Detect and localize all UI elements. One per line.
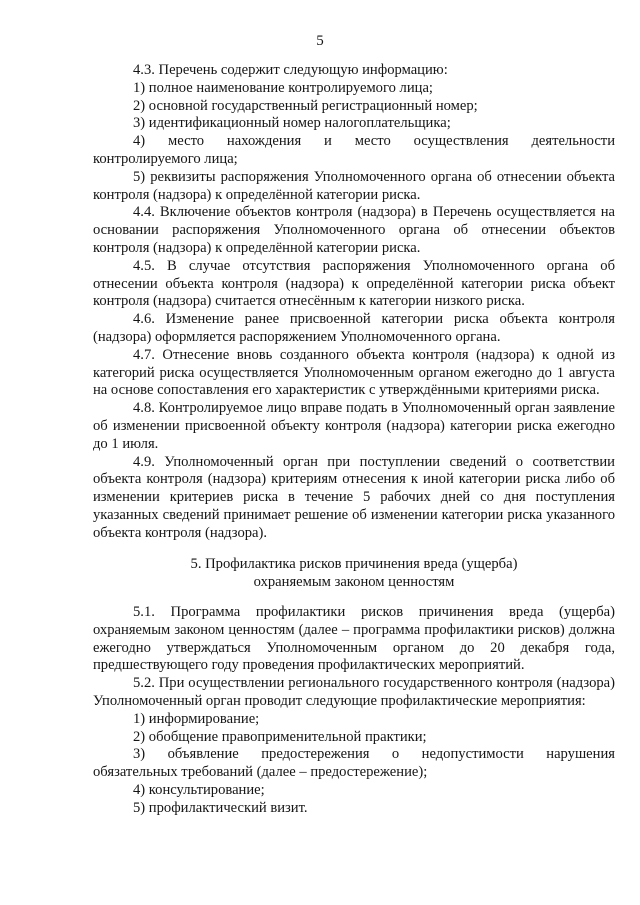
paragraph-5-1: 5.1. Программа профилактики рисков причинения вреда (ущерба) охраняемым законом ценностям (далее – программа профилактики рисков) должна ежегодно утверждаться Уполномоченным органом до 20 декабря года, предшествующего году проведения профилактических мероприятий. — [93, 604, 615, 674]
list-item: 3) идентификационный номер налогоплательщика; — [133, 115, 451, 132]
list-item-3 — [93, 746, 615, 782]
list-item: 2) основной государственный регистрационный номер; — [133, 97, 478, 114]
paragraph-4-6: 4.6. Изменение ранее присвоенной категории риска объекта контроля (надзора) оформляется распоряжением Уполномоченного органа. — [93, 311, 615, 345]
section-4-block — [93, 62, 615, 543]
section-5-heading — [93, 556, 615, 592]
list-item: 1) полное наименование контролируемого лица; — [133, 79, 433, 96]
page-number: 5 — [316, 33, 324, 49]
list-item-4-line1: 4) место нахождения и место осуществления деятельности — [133, 133, 615, 150]
list-item: 4) консультирование; — [133, 781, 265, 798]
list-item-5: 5) реквизиты распоряжения Уполномоченного органа об отнесении объекта контроля (надзора) к определённой категории риска. — [93, 168, 615, 203]
list-item-4-line2: контролируемого лица; — [93, 150, 238, 167]
section-5-heading-line1: 5. Профилактика рисков причинения вреда (ущерба) — [190, 556, 518, 572]
section-5-block — [93, 604, 615, 818]
list-item: 2) обобщение правоприменительной практики; — [133, 728, 427, 745]
list-item-3-line2: обязательных требований (далее – предостережение); — [93, 764, 428, 781]
paragraph-4-4: 4.4. Включение объектов контроля (надзора) в Перечень осуществляется на основании распоряжения Уполномоченного органа об отнесении объектов контроля (надзора) к определённой категории риска. — [93, 204, 615, 256]
paragraph-4-8: 4.8. Контролируемое лицо вправе подать в Уполномоченный орган заявление об изменении присвоенной объекту контроля (надзора) категории риска ежегодно до 1 июля. — [93, 400, 615, 452]
list-item-3-line1: 3) объявление предостережения о недопустимости нарушения — [133, 746, 615, 763]
list-item: 5) профилактический визит. — [133, 799, 308, 816]
paragraph-4-5: 4.5. В случае отсутствия распоряжения Уполномоченного органа об отнесении объекта контроля (надзора) к определённой категории риска объект контроля (надзора) считается отнесённым к категории низкого риска. — [93, 257, 615, 310]
paragraph-4-9: 4.9. Уполномоченный орган при поступлении сведений о соответствии объекта контроля (надзора) критериям отнесения к иной категории риска либо об изменении критериев риска в течение 5 рабочих дней со дня поступления указанных сведений принимает решение об изменении категории риска указанного объекта контроля (надзора). — [93, 453, 615, 541]
paragraph-5-2: 5.2. При осуществлении регионального государственного контроля (надзора) Уполномоченный орган проводит следующие профилактические мероприятия: — [93, 675, 615, 709]
section-5-heading-line2: охраняемым законом ценностям — [253, 573, 455, 590]
paragraph-4-7: 4.7. Отнесение вновь созданного объекта контроля (надзора) к одной из категорий риска осуществляется Уполномоченным органом ежегодно до 1 августа на основе сопоставления его характеристик с утверждёнными критериями риска. — [93, 346, 615, 399]
paragraph-4-3: 4.3. Перечень содержит следующую информацию: — [133, 62, 448, 78]
list-item-4 — [93, 133, 615, 169]
list-item: 1) информирование; — [133, 710, 260, 727]
